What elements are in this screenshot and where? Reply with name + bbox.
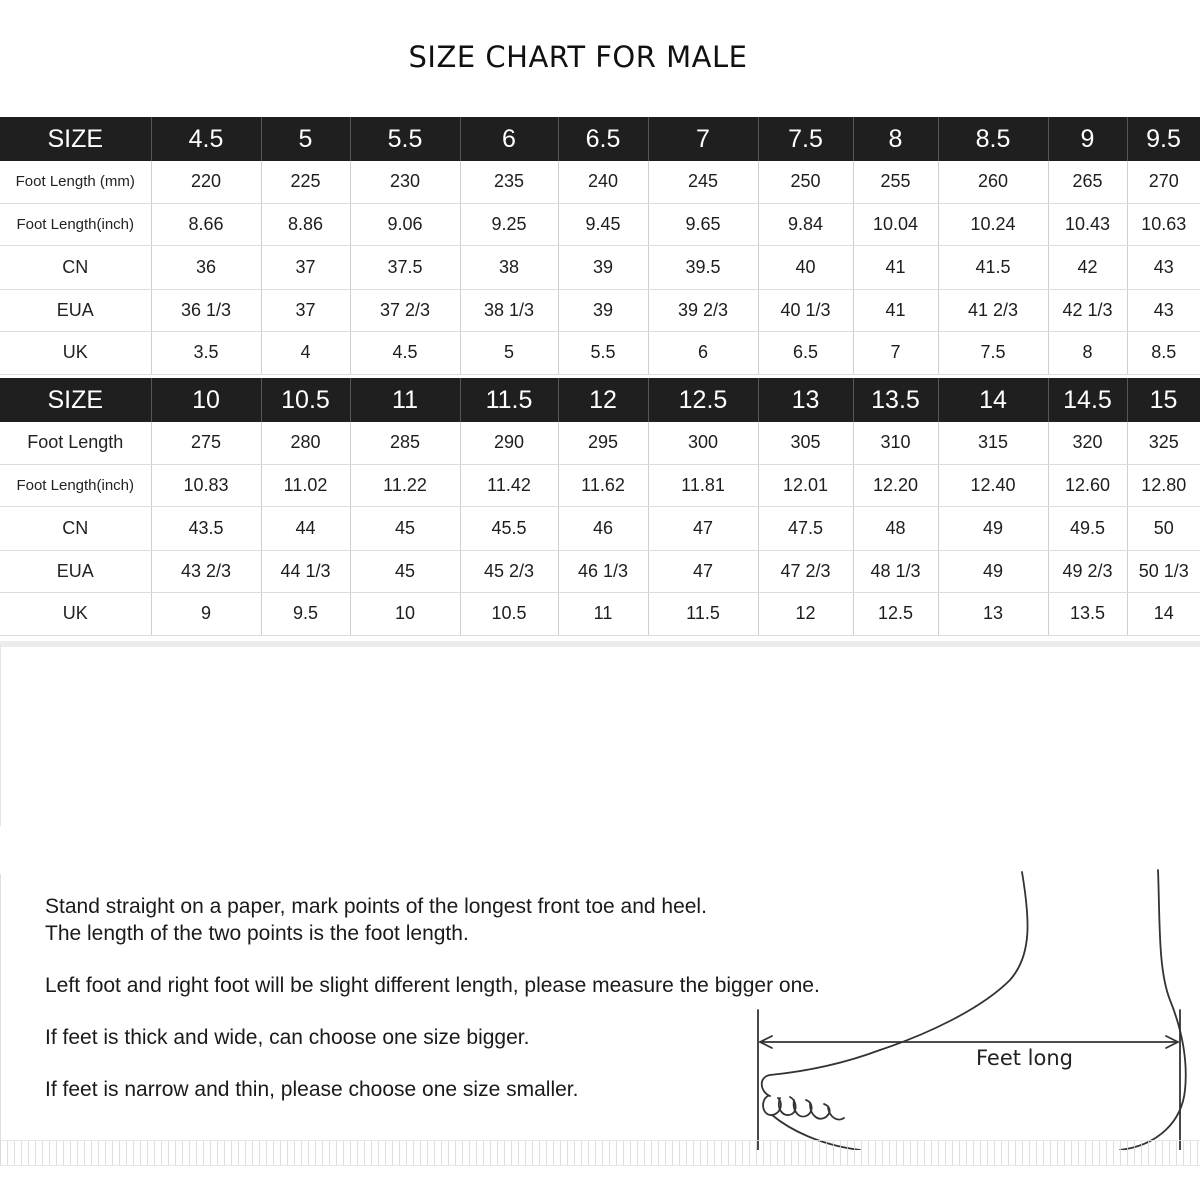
table-cell: 250 bbox=[758, 161, 853, 203]
table-cell: 9.5 bbox=[261, 592, 350, 635]
table-cell: 260 bbox=[938, 161, 1048, 203]
table-cell: 46 bbox=[558, 506, 648, 550]
table-cell: 9.06 bbox=[350, 203, 460, 245]
size-header-cell: 9 bbox=[1048, 117, 1127, 161]
table-cell: 12.60 bbox=[1048, 464, 1127, 506]
table-cell: 11.5 bbox=[648, 592, 758, 635]
size-header-cell: 8.5 bbox=[938, 117, 1048, 161]
table-cell: 39.5 bbox=[648, 245, 758, 289]
table-cell: 12.80 bbox=[1127, 464, 1200, 506]
size-header-cell: 10 bbox=[151, 378, 261, 422]
table-cell: 36 1/3 bbox=[151, 289, 261, 331]
size-header-cell: 10.5 bbox=[261, 378, 350, 422]
size-header-cell: 13.5 bbox=[853, 378, 938, 422]
size-header-cell: 15 bbox=[1127, 378, 1200, 422]
row-label: Foot Length (mm) bbox=[0, 161, 151, 203]
table-row bbox=[0, 289, 1200, 331]
table-cell: 38 1/3 bbox=[460, 289, 558, 331]
table-cell: 220 bbox=[151, 161, 261, 203]
table-cell: 38 bbox=[460, 245, 558, 289]
row-label: EUA bbox=[0, 550, 151, 592]
row-label: EUA bbox=[0, 289, 151, 331]
size-header-cell: 13 bbox=[758, 378, 853, 422]
table-cell: 10.04 bbox=[853, 203, 938, 245]
table-cell: 9.84 bbox=[758, 203, 853, 245]
table-cell: 3.5 bbox=[151, 331, 261, 374]
table-cell: 12 bbox=[758, 592, 853, 635]
table-cell: 39 2/3 bbox=[648, 289, 758, 331]
size-header-cell: 12.5 bbox=[648, 378, 758, 422]
table-cell: 280 bbox=[261, 422, 350, 464]
table-cell: 49 2/3 bbox=[1048, 550, 1127, 592]
size-header-cell: 14.5 bbox=[1048, 378, 1127, 422]
row-label: Foot Length(inch) bbox=[0, 464, 151, 506]
table-cell: 12.5 bbox=[853, 592, 938, 635]
table-cell: 47.5 bbox=[758, 506, 853, 550]
table-cell: 7 bbox=[853, 331, 938, 374]
size-table-2 bbox=[0, 378, 1200, 636]
table-cell: 305 bbox=[758, 422, 853, 464]
size-header-cell: 11 bbox=[350, 378, 460, 422]
table-cell: 300 bbox=[648, 422, 758, 464]
size-header-cell: 4.5 bbox=[151, 117, 261, 161]
table-cell: 10.63 bbox=[1127, 203, 1200, 245]
table-cell: 11 bbox=[558, 592, 648, 635]
table-cell: 40 bbox=[758, 245, 853, 289]
instruction-line-4: If feet is thick and wide, can choose one size bigger. bbox=[45, 1026, 530, 1049]
size-header-cell: 9.5 bbox=[1127, 117, 1200, 161]
table-cell: 315 bbox=[938, 422, 1048, 464]
table-cell: 47 2/3 bbox=[758, 550, 853, 592]
table-cell: 4 bbox=[261, 331, 350, 374]
foot-outline-icon bbox=[740, 860, 1200, 1150]
table-cell: 11.02 bbox=[261, 464, 350, 506]
table-cell: 41 bbox=[853, 245, 938, 289]
table-cell: 49 bbox=[938, 506, 1048, 550]
table-cell: 325 bbox=[1127, 422, 1200, 464]
size-header-cell: 14 bbox=[938, 378, 1048, 422]
row-label: Foot Length bbox=[0, 422, 151, 464]
row-label: UK bbox=[0, 331, 151, 374]
row-label: Foot Length(inch) bbox=[0, 203, 151, 245]
table-cell: 45 bbox=[350, 550, 460, 592]
feet-long-label: Feet long bbox=[976, 1046, 1074, 1070]
table-cell: 40 1/3 bbox=[758, 289, 853, 331]
table-row bbox=[0, 592, 1200, 635]
instruction-line-2: The length of the two points is the foot length. bbox=[45, 922, 469, 945]
row-label: CN bbox=[0, 506, 151, 550]
table-cell: 11.42 bbox=[460, 464, 558, 506]
table-cell: 12.01 bbox=[758, 464, 853, 506]
table-cell: 4.5 bbox=[350, 331, 460, 374]
table-row bbox=[0, 245, 1200, 289]
table-cell: 45 bbox=[350, 506, 460, 550]
table-cell: 5 bbox=[460, 331, 558, 374]
table-cell: 6 bbox=[648, 331, 758, 374]
table-cell: 46 1/3 bbox=[558, 550, 648, 592]
blank-panel bbox=[0, 641, 1200, 826]
panel-edge bbox=[0, 874, 1, 1164]
table-cell: 43.5 bbox=[151, 506, 261, 550]
table-cell: 11.81 bbox=[648, 464, 758, 506]
table-cell: 12.40 bbox=[938, 464, 1048, 506]
row-label: UK bbox=[0, 592, 151, 635]
table-cell: 320 bbox=[1048, 422, 1127, 464]
table-cell: 48 1/3 bbox=[853, 550, 938, 592]
table-cell: 7.5 bbox=[938, 331, 1048, 374]
table-cell: 13 bbox=[938, 592, 1048, 635]
table-cell: 235 bbox=[460, 161, 558, 203]
table-cell: 255 bbox=[853, 161, 938, 203]
table-cell: 42 bbox=[1048, 245, 1127, 289]
size-header-label: SIZE bbox=[0, 117, 151, 161]
table-cell: 10.5 bbox=[460, 592, 558, 635]
table-cell: 37 2/3 bbox=[350, 289, 460, 331]
table-cell: 270 bbox=[1127, 161, 1200, 203]
table-cell: 240 bbox=[558, 161, 648, 203]
size-table-1 bbox=[0, 117, 1200, 375]
instruction-line-5: If feet is narrow and thin, please choose one size smaller. bbox=[45, 1078, 579, 1101]
size-header-cell: 8 bbox=[853, 117, 938, 161]
table-cell: 44 1/3 bbox=[261, 550, 350, 592]
table-cell: 265 bbox=[1048, 161, 1127, 203]
table-cell: 44 bbox=[261, 506, 350, 550]
table-cell: 290 bbox=[460, 422, 558, 464]
table-cell: 310 bbox=[853, 422, 938, 464]
size-header-cell: 6.5 bbox=[558, 117, 648, 161]
table-cell: 48 bbox=[853, 506, 938, 550]
table-cell: 12.20 bbox=[853, 464, 938, 506]
table-row bbox=[0, 550, 1200, 592]
table-cell: 41.5 bbox=[938, 245, 1048, 289]
table-cell: 9.65 bbox=[648, 203, 758, 245]
size-header-row bbox=[0, 378, 1200, 422]
size-header-label: SIZE bbox=[0, 378, 151, 422]
table-cell: 13.5 bbox=[1048, 592, 1127, 635]
instruction-line-1: Stand straight on a paper, mark points of the longest front toe and heel. bbox=[45, 895, 707, 918]
size-header-cell: 5 bbox=[261, 117, 350, 161]
table-cell: 6.5 bbox=[758, 331, 853, 374]
table-cell: 295 bbox=[558, 422, 648, 464]
table-cell: 10.83 bbox=[151, 464, 261, 506]
table-row bbox=[0, 506, 1200, 550]
table-cell: 43 2/3 bbox=[151, 550, 261, 592]
table-cell: 42 1/3 bbox=[1048, 289, 1127, 331]
table-cell: 285 bbox=[350, 422, 460, 464]
table-cell: 50 1/3 bbox=[1127, 550, 1200, 592]
table-row bbox=[0, 422, 1200, 464]
size-header-cell: 7 bbox=[648, 117, 758, 161]
table-cell: 9.25 bbox=[460, 203, 558, 245]
table-cell: 11.22 bbox=[350, 464, 460, 506]
table-cell: 245 bbox=[648, 161, 758, 203]
table-cell: 45 2/3 bbox=[460, 550, 558, 592]
table-cell: 47 bbox=[648, 550, 758, 592]
table-row bbox=[0, 161, 1200, 203]
table-cell: 36 bbox=[151, 245, 261, 289]
table-cell: 41 bbox=[853, 289, 938, 331]
table-cell: 47 bbox=[648, 506, 758, 550]
table-cell: 225 bbox=[261, 161, 350, 203]
table-cell: 43 bbox=[1127, 245, 1200, 289]
table-cell: 49.5 bbox=[1048, 506, 1127, 550]
table-cell: 49 bbox=[938, 550, 1048, 592]
size-header-cell: 6 bbox=[460, 117, 558, 161]
table-cell: 8 bbox=[1048, 331, 1127, 374]
table-cell: 37 bbox=[261, 245, 350, 289]
ruler-strip bbox=[0, 1140, 1200, 1166]
table-cell: 8.86 bbox=[261, 203, 350, 245]
table-cell: 10 bbox=[350, 592, 460, 635]
table-cell: 37 bbox=[261, 289, 350, 331]
table-cell: 9 bbox=[151, 592, 261, 635]
table-cell: 43 bbox=[1127, 289, 1200, 331]
table-row bbox=[0, 464, 1200, 506]
size-header-cell: 11.5 bbox=[460, 378, 558, 422]
table-row bbox=[0, 203, 1200, 245]
table-cell: 39 bbox=[558, 289, 648, 331]
table-cell: 45.5 bbox=[460, 506, 558, 550]
table-cell: 11.62 bbox=[558, 464, 648, 506]
table-cell: 230 bbox=[350, 161, 460, 203]
table-cell: 37.5 bbox=[350, 245, 460, 289]
table-cell: 8.66 bbox=[151, 203, 261, 245]
table-cell: 39 bbox=[558, 245, 648, 289]
table-cell: 41 2/3 bbox=[938, 289, 1048, 331]
table-cell: 8.5 bbox=[1127, 331, 1200, 374]
table-cell: 5.5 bbox=[558, 331, 648, 374]
table-cell: 50 bbox=[1127, 506, 1200, 550]
size-header-row bbox=[0, 117, 1200, 161]
table-row bbox=[0, 331, 1200, 374]
size-header-cell: 7.5 bbox=[758, 117, 853, 161]
instruction-line-3: Left foot and right foot will be slight different length, please measure the bigger one. bbox=[45, 974, 820, 997]
page-title: SIZE CHART FOR MALE bbox=[408, 40, 748, 74]
table-cell: 10.43 bbox=[1048, 203, 1127, 245]
row-label: CN bbox=[0, 245, 151, 289]
size-header-cell: 5.5 bbox=[350, 117, 460, 161]
table-cell: 9.45 bbox=[558, 203, 648, 245]
table-cell: 14 bbox=[1127, 592, 1200, 635]
table-cell: 275 bbox=[151, 422, 261, 464]
table-cell: 10.24 bbox=[938, 203, 1048, 245]
size-header-cell: 12 bbox=[558, 378, 648, 422]
